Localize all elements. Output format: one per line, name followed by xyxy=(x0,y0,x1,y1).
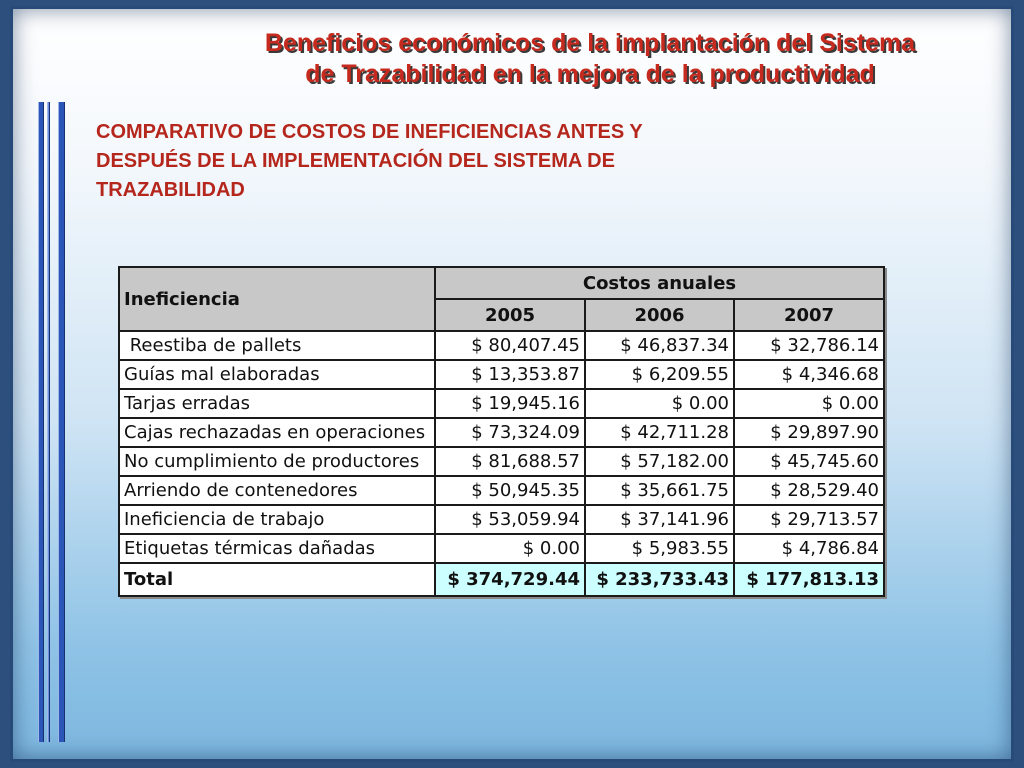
slide-title-line-2: de Trazabilidad en la mejora de la productividad xyxy=(305,60,875,88)
cost-2007: $ 4,786.84 xyxy=(734,534,884,563)
row-label: Guías mal elaboradas xyxy=(119,360,435,389)
cost-2007: $ 45,745.60 xyxy=(734,447,884,476)
decorative-bar xyxy=(38,102,44,742)
table-row xyxy=(119,476,884,505)
year-header: 2005 xyxy=(435,299,585,331)
cost-2007: $ 32,786.14 xyxy=(734,331,884,360)
decorative-bar xyxy=(47,102,50,742)
table-row xyxy=(119,418,884,447)
cost-2007: $ 29,897.90 xyxy=(734,418,884,447)
cost-2006: $ 0.00 xyxy=(585,389,734,418)
subtitle-line-2: DESPUÉS DE LA IMPLEMENTACIÓN DEL SISTEMA DE xyxy=(96,150,615,172)
cost-2006: $ 57,182.00 xyxy=(585,447,734,476)
total-2007: $ 177,813.13 xyxy=(734,563,884,596)
row-label: No cumplimiento de productores xyxy=(119,447,435,476)
cost-2006: $ 37,141.96 xyxy=(585,505,734,534)
cost-2005: $ 81,688.57 xyxy=(435,447,585,476)
table-row xyxy=(119,389,884,418)
row-label: Ineficiencia de trabajo xyxy=(119,505,435,534)
col-header-ineficiencia: Ineficiencia xyxy=(119,267,435,331)
cost-2006: $ 46,837.34 xyxy=(585,331,734,360)
subtitle-line-3: TRAZABILIDAD xyxy=(96,179,245,201)
slide-title-line-1: Beneficios económicos de la implantación del Sistema xyxy=(264,29,916,57)
row-label: Arriendo de contenedores xyxy=(119,476,435,505)
cost-2005: $ 0.00 xyxy=(435,534,585,563)
cost-2005: $ 73,324.09 xyxy=(435,418,585,447)
row-label: Cajas rechazadas en operaciones xyxy=(119,418,435,447)
cost-2007: $ 28,529.40 xyxy=(734,476,884,505)
cost-2006: $ 35,661.75 xyxy=(585,476,734,505)
cost-2007: $ 0.00 xyxy=(734,389,884,418)
cost-2005: $ 80,407.45 xyxy=(435,331,585,360)
table-row xyxy=(119,505,884,534)
group-header-costos-anuales: Costos anuales xyxy=(435,267,884,299)
cost-2006: $ 5,983.55 xyxy=(585,534,734,563)
cost-2005: $ 13,353.87 xyxy=(435,360,585,389)
decorative-bar xyxy=(58,102,65,742)
row-label: Reestiba de pallets xyxy=(119,331,435,360)
row-label: Tarjas erradas xyxy=(119,389,435,418)
table-row xyxy=(119,360,884,389)
year-header: 2006 xyxy=(585,299,734,331)
total-2005: $ 374,729.44 xyxy=(435,563,585,596)
total-label: Total xyxy=(119,563,435,596)
table-row xyxy=(119,331,884,360)
table-row xyxy=(119,534,884,563)
cost-2005: $ 53,059.94 xyxy=(435,505,585,534)
total-row xyxy=(119,563,884,596)
total-2006: $ 233,733.43 xyxy=(585,563,734,596)
slide-title xyxy=(190,28,990,90)
year-header: 2007 xyxy=(734,299,884,331)
cost-2007: $ 29,713.57 xyxy=(734,505,884,534)
costs-table xyxy=(118,266,885,597)
cost-2006: $ 42,711.28 xyxy=(585,418,734,447)
table-row xyxy=(119,447,884,476)
subtitle-line-1: COMPARATIVO DE COSTOS DE INEFICIENCIAS ANTES Y xyxy=(96,121,643,143)
cost-2005: $ 50,945.35 xyxy=(435,476,585,505)
cost-2007: $ 4,346.68 xyxy=(734,360,884,389)
cost-2005: $ 19,945.16 xyxy=(435,389,585,418)
cost-2006: $ 6,209.55 xyxy=(585,360,734,389)
slide-subtitle xyxy=(96,118,816,205)
row-label: Etiquetas térmicas dañadas xyxy=(119,534,435,563)
table-header-row xyxy=(119,267,884,299)
